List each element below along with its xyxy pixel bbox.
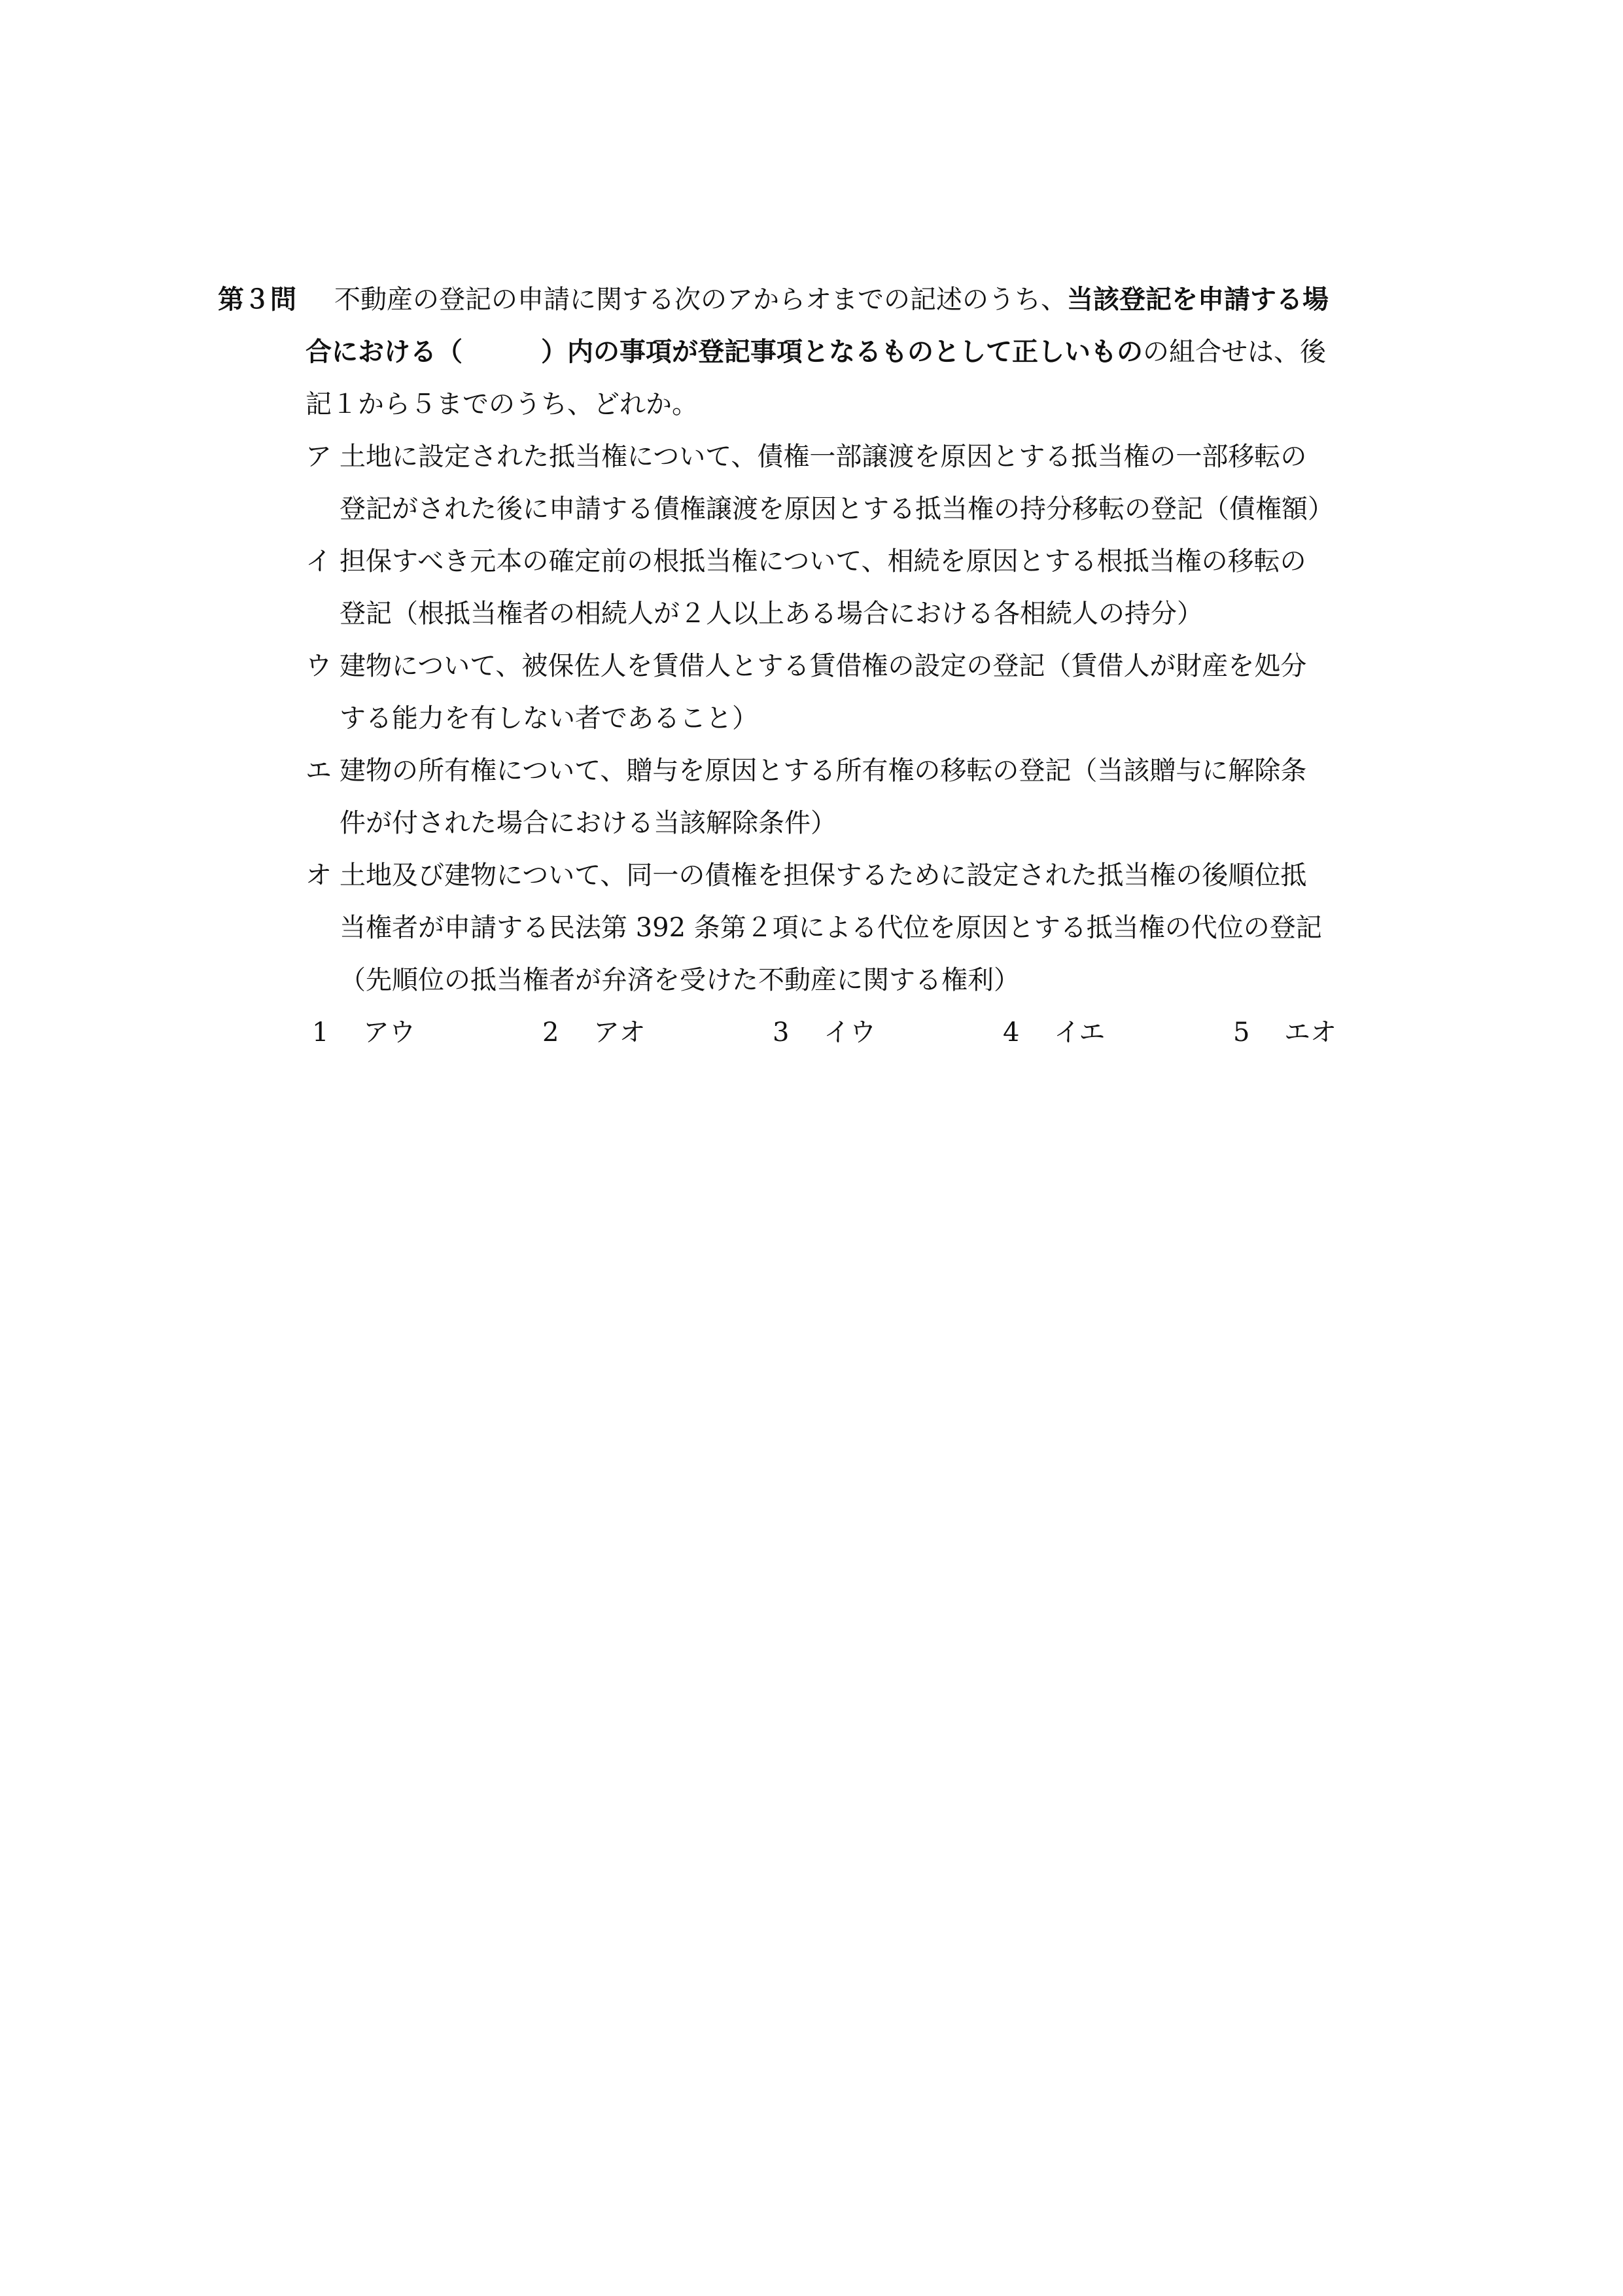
choice-label: イウ [824, 1017, 876, 1048]
item-text: 建物の所有権について、贈与を原因とする所有権の移転の登記（当該贈与に解除条 [340, 756, 1307, 786]
choice-number: 3 [773, 1017, 790, 1048]
choice-number: 4 [1003, 1017, 1020, 1048]
question-number: 第３問 [218, 285, 296, 315]
question-stem-line-3: 記１から５までのうち、どれか。 [305, 389, 698, 419]
item-letter: ア [305, 442, 332, 472]
item-i [218, 535, 1422, 640]
question-block [218, 274, 1422, 1059]
answer-choices [218, 1006, 1422, 1059]
item-text: 担保すべき元本の確定前の根抵当権について、相続を原因とする根抵当権の移転の [340, 546, 1306, 576]
item-letter: オ [305, 860, 332, 891]
choice-label: アウ [363, 1017, 415, 1048]
item-text: （先順位の抵当権者が弁済を受けた不動産に関する権利） [340, 965, 1020, 995]
item-text: する能力を有しない者であること） [340, 703, 758, 733]
stem-emphasis: 合における（ [305, 337, 462, 367]
item-text: 登記がされた後に申請する債権譲渡を原因とする抵当権の持分移転の登記（債権額） [340, 494, 1334, 524]
stem-text: の組合せは、後 [1143, 337, 1326, 367]
stem-text: 不動産の登記の申請に関する次のアからオまでの記述のうち、 [334, 285, 1067, 315]
item-text: 当権者が申請する民法第 392 条第２項による代位を原因とする抵当権の代位の登記 [340, 913, 1322, 943]
item-a [218, 431, 1422, 535]
answer-choice [1227, 1006, 1457, 1059]
choice-label: エオ [1284, 1017, 1336, 1048]
item-letter: エ [305, 756, 332, 786]
item-text: 建物について、被保佐人を賃借人とする賃借権の設定の登記（賃借人が財産を処分 [340, 651, 1307, 681]
item-text: 土地に設定された抵当権について、債権一部譲渡を原因とする抵当権の一部移転の [340, 442, 1307, 472]
item-o [218, 849, 1422, 1006]
answer-choice [996, 1006, 1227, 1059]
item-text: 土地及び建物について、同一の債権を担保するために設定された抵当権の後順位抵 [340, 860, 1307, 891]
choice-label: イエ [1054, 1017, 1106, 1048]
item-letter: ウ [305, 651, 332, 681]
answer-choice [536, 1006, 766, 1059]
choice-label: アオ [593, 1017, 646, 1048]
answer-choice [305, 1006, 536, 1059]
answer-choice [766, 1006, 996, 1059]
choice-number: 5 [1233, 1017, 1250, 1048]
question-stem-line-1 [218, 274, 1422, 326]
choice-number: 1 [312, 1017, 329, 1048]
stem-emphasis: ）内の事項が登記事項となるものとして正しいもの [541, 337, 1143, 367]
item-text: 登記（根抵当権者の相続人が２人以上ある場合における各相続人の持分） [340, 599, 1203, 629]
choice-number: 2 [542, 1017, 559, 1048]
stem-emphasis: 当該登記を申請する場 [1067, 285, 1329, 315]
question-stem-line-2 [218, 326, 1422, 378]
item-e [218, 745, 1422, 849]
item-text: 件が付された場合における当該解除条件） [340, 808, 837, 838]
item-u [218, 640, 1422, 745]
item-letter: イ [305, 546, 332, 576]
